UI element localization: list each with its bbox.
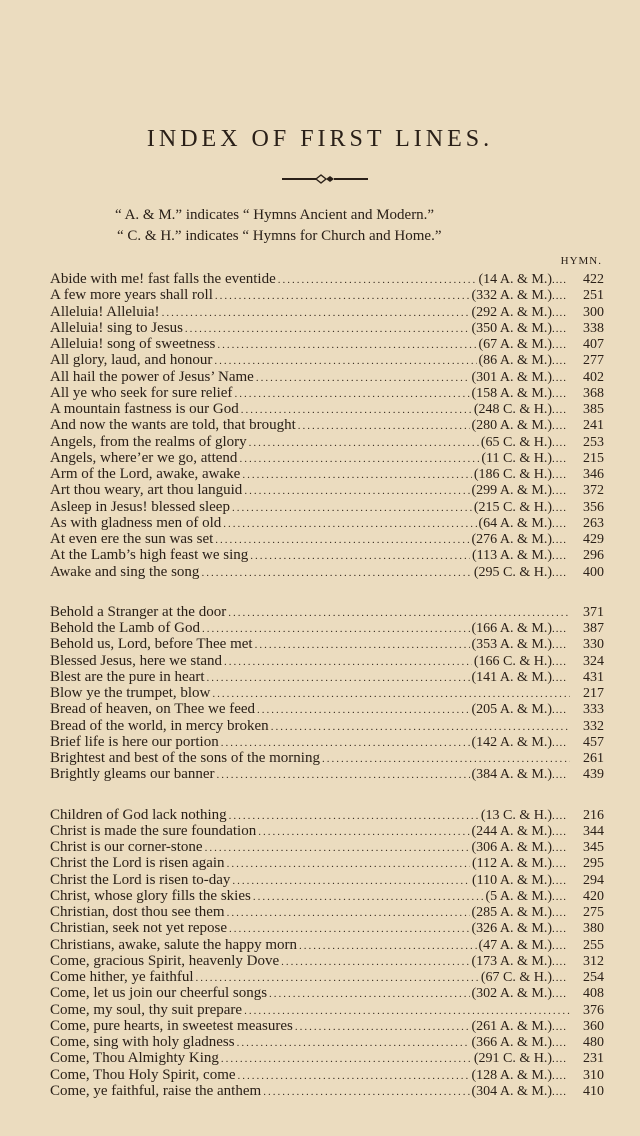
dot-leader — [552, 435, 572, 450]
dot-leader — [263, 1084, 469, 1099]
hymnal-reference: (306 A. & M.) — [471, 840, 552, 855]
dot-leader — [298, 418, 470, 433]
first-line-text: All glory, laud, and honour — [50, 352, 213, 369]
dot-leader — [217, 767, 470, 782]
index-entry — [50, 401, 604, 417]
index-entry — [50, 807, 604, 823]
hymn-number: 422 — [583, 272, 604, 287]
index-entry — [50, 304, 604, 320]
hymn-number: 254 — [583, 970, 604, 985]
hymnal-reference: (280 A. & M.) — [471, 418, 552, 434]
first-line-text: Blow ye the trumpet, blow — [50, 685, 211, 701]
dot-leader — [239, 451, 479, 466]
dot-leader — [295, 1019, 470, 1034]
first-line-text: Come hither, ye faithful — [50, 969, 194, 985]
dot-leader — [552, 735, 572, 750]
dot-leader — [552, 840, 572, 855]
index-entry — [50, 531, 604, 547]
first-line-text: Come, sing with holy gladness — [50, 1034, 235, 1050]
dot-leader — [552, 670, 572, 685]
index-entry — [50, 434, 604, 450]
first-line-text: Angels, from the realms of glory — [50, 433, 247, 450]
dot-leader — [552, 954, 572, 969]
hymn-number: 345 — [583, 840, 604, 855]
dot-leader — [249, 435, 479, 450]
dot-leader — [552, 1019, 572, 1034]
hymn-number: 217 — [583, 686, 604, 701]
hymn-number: 380 — [583, 921, 604, 937]
hymn-column-heading: HYMN. — [560, 255, 602, 267]
dot-leader — [281, 954, 469, 969]
dot-leader — [215, 532, 469, 547]
index-entry — [50, 385, 604, 401]
hymnal-reference: (186 C. & H.) — [473, 467, 552, 482]
index-entry — [50, 1083, 604, 1099]
abbreviation-notes — [0, 205, 640, 247]
hymnal-reference: (301 A. & M.) — [471, 369, 552, 385]
dot-leader — [227, 905, 470, 920]
index-entry — [50, 685, 604, 701]
dot-leader — [552, 451, 572, 466]
hymn-number: 408 — [583, 986, 604, 1002]
first-line-text: Behold us, Lord, before Thee met — [50, 636, 253, 653]
first-line-text: Alleluia! Alleluia! — [50, 303, 160, 320]
dot-leader — [201, 565, 471, 580]
hymnal-reference: (47 A. & M.) — [478, 937, 552, 953]
hymn-number: 300 — [583, 304, 604, 320]
dot-leader — [258, 824, 469, 839]
hymn-number: 251 — [583, 288, 604, 304]
first-line-text: Come, ye faithful, raise the anthem — [50, 1082, 262, 1099]
hymn-number: 410 — [583, 1083, 604, 1099]
page-title: INDEX OF FIRST LINES. — [146, 126, 494, 152]
section-gap — [50, 580, 604, 604]
dot-leader — [552, 337, 572, 352]
first-line-text: Christ the Lord is risen to-day — [50, 871, 231, 888]
dot-leader — [552, 1035, 572, 1050]
hymnal-reference: (113 A. & M.) — [472, 548, 552, 564]
hymnal-reference: (11 C. & H.) — [481, 450, 552, 466]
dot-leader — [238, 1068, 470, 1083]
index-entry — [50, 564, 604, 580]
dot-leader — [299, 938, 476, 953]
index-entry — [50, 985, 604, 1001]
index-entry — [50, 1018, 604, 1034]
hymnal-reference: (173 A. & M.) — [471, 953, 552, 969]
dot-leader — [552, 637, 572, 652]
hymnal-reference: (332 A. & M.) — [471, 288, 552, 304]
first-line-text: As with gladness men of old — [50, 514, 222, 531]
hymn-number: 333 — [583, 702, 604, 718]
dot-leader — [207, 670, 470, 685]
first-line-text: Behold a Stranger at the door — [50, 603, 227, 620]
index-entry — [50, 352, 604, 368]
dot-leader — [244, 1003, 570, 1018]
index-entry — [50, 855, 604, 871]
index-entry — [50, 1002, 604, 1018]
hymnal-reference: (142 A. & M.) — [471, 734, 552, 750]
hymnal-reference: (276 A. & M.) — [471, 532, 552, 547]
dot-leader — [552, 288, 572, 303]
index-entry — [50, 482, 604, 498]
hymn-number: 310 — [583, 1067, 604, 1083]
hymn-number: 360 — [583, 1018, 604, 1034]
first-line-text: Alleluia! sing to Jesus — [50, 319, 183, 336]
hymnal-reference: (128 A. & M.) — [471, 1067, 552, 1083]
index-entry — [50, 466, 604, 482]
dot-leader — [196, 970, 479, 985]
dot-leader — [552, 565, 572, 580]
dot-leader — [552, 272, 572, 287]
hymn-number: 407 — [583, 337, 604, 352]
first-lines-list — [50, 271, 604, 1099]
dot-leader — [221, 735, 470, 750]
index-entry — [50, 320, 604, 336]
index-entry — [50, 547, 604, 563]
hymn-number: 400 — [583, 564, 604, 580]
hymn-number: 368 — [583, 385, 604, 401]
index-entry — [50, 620, 604, 636]
dot-leader — [162, 305, 470, 320]
dot-leader — [241, 402, 472, 417]
dot-leader — [224, 654, 472, 669]
hymn-number: 346 — [583, 467, 604, 482]
dot-leader — [215, 288, 470, 303]
dot-leader — [552, 889, 572, 904]
dot-leader — [237, 1035, 470, 1050]
first-line-text: Awake and sing the song — [50, 563, 200, 580]
first-line-text: Christian, seek not yet repose — [50, 920, 228, 937]
first-line-text: Brightest and best of the sons of the morning — [50, 750, 320, 766]
hymnal-reference: (302 A. & M.) — [471, 986, 552, 1002]
hymnal-reference: (244 A. & M.) — [471, 823, 552, 839]
hymn-number: 457 — [583, 734, 604, 750]
first-line-text: Come, pure hearts, in sweetest measures — [50, 1017, 293, 1034]
dot-leader — [253, 889, 484, 904]
first-line-text: All ye who seek for sure relief — [50, 384, 233, 401]
index-entry — [50, 1067, 604, 1083]
first-line-text: Art thou weary, art thou languid — [50, 482, 243, 499]
index-entry — [50, 499, 604, 515]
dot-leader — [552, 938, 572, 953]
dot-leader — [217, 337, 476, 352]
index-entry — [50, 888, 604, 904]
index-entry — [50, 920, 604, 936]
dot-leader — [250, 548, 470, 563]
first-line-text: A few more years shall roll — [50, 287, 213, 304]
dot-leader — [255, 637, 470, 652]
first-line-text: Brightly gleams our banner — [50, 766, 215, 783]
dot-leader — [232, 500, 472, 515]
dot-leader — [552, 921, 572, 936]
first-line-text: All hail the power of Jesus’ Name — [50, 368, 254, 385]
first-line-text: Asleep in Jesus! blessed sleep — [50, 498, 230, 515]
index-entry — [50, 450, 604, 466]
hymn-number: 338 — [583, 320, 604, 336]
hymnal-reference: (291 C. & H.) — [473, 1051, 552, 1067]
dot-leader — [552, 1084, 572, 1099]
dot-leader — [229, 808, 479, 823]
hymn-number: 312 — [583, 953, 604, 969]
first-line-text: Alleluia! song of sweetness — [50, 336, 216, 352]
hymnal-reference: (261 A. & M.) — [471, 1018, 552, 1034]
hymnal-reference: (248 C. & H.) — [473, 402, 552, 417]
dot-leader — [269, 986, 469, 1001]
dot-leader — [257, 702, 469, 717]
dot-leader — [552, 970, 572, 985]
hymn-number: 296 — [583, 548, 604, 564]
index-entry — [50, 823, 604, 839]
hymnal-reference: (67 C. & H.) — [480, 970, 552, 985]
dot-leader — [552, 548, 572, 563]
dot-leader — [552, 654, 572, 669]
hymn-number: 215 — [583, 450, 604, 466]
abbreviation-note: “ A. & M.” indicates “ Hymns Ancient and Modern.” — [115, 207, 435, 223]
first-line-text: Come, let us join our cheerful songs — [50, 985, 268, 1002]
dot-leader — [232, 873, 470, 888]
dot-leader — [212, 686, 570, 701]
first-line-text: Come, my soul, thy suit prepare — [50, 1001, 243, 1018]
dot-leader — [552, 767, 572, 782]
index-entry — [50, 604, 604, 620]
hymnal-reference: (326 A. & M.) — [471, 921, 552, 937]
hymnal-reference: (350 A. & M.) — [471, 320, 552, 336]
hymn-number: 344 — [583, 823, 604, 839]
hymn-number: 295 — [583, 856, 604, 872]
index-entry — [50, 734, 604, 750]
dot-leader — [221, 1051, 472, 1066]
hymnal-reference: (215 C. & H.) — [473, 499, 552, 515]
first-line-text: And now the wants are told, that brought — [50, 417, 296, 434]
hymn-number: 253 — [583, 434, 604, 450]
index-entry — [50, 287, 604, 303]
hymn-number: 261 — [583, 751, 604, 766]
hymn-number: 330 — [583, 637, 604, 653]
first-line-text: Brief life is here our portion — [50, 733, 219, 750]
hymn-number: 387 — [583, 621, 604, 636]
dot-leader — [278, 272, 477, 287]
hymnal-reference: (13 C. & H.) — [480, 807, 552, 823]
dot-leader — [256, 370, 470, 385]
hymn-number: 255 — [583, 937, 604, 953]
dot-leader — [234, 386, 469, 401]
hymnal-reference: (285 A. & M.) — [471, 905, 552, 920]
dot-leader — [552, 500, 572, 515]
ornament-rule-icon — [282, 172, 368, 186]
dot-leader — [552, 986, 572, 1001]
index-entry — [50, 336, 604, 352]
dot-leader — [185, 321, 470, 336]
index-entry — [50, 969, 604, 985]
index-entry — [50, 417, 604, 433]
hymn-number: 429 — [583, 532, 604, 547]
hymn-number: 402 — [583, 369, 604, 385]
dot-leader — [228, 605, 570, 620]
index-entry — [50, 1034, 604, 1050]
hymn-number: 420 — [583, 888, 604, 904]
dot-leader — [552, 532, 572, 547]
dot-leader — [244, 483, 469, 498]
hymnal-reference: (366 A. & M.) — [471, 1035, 552, 1050]
first-line-text: Bread of heaven, on Thee we feed — [50, 701, 256, 718]
hymnal-reference: (67 A. & M.) — [478, 337, 552, 352]
dot-leader — [552, 353, 572, 368]
first-line-text: At even ere the sun was set — [50, 531, 214, 547]
hymnal-reference: (166 C. & H.) — [473, 653, 552, 669]
first-line-text: Come, Thou Holy Spirit, come — [50, 1066, 236, 1083]
hymnal-reference: (141 A. & M.) — [471, 669, 552, 685]
dot-leader — [322, 751, 570, 766]
first-line-text: A mountain fastness is our God — [50, 401, 239, 417]
dot-leader — [552, 305, 572, 320]
hymn-number: 241 — [583, 418, 604, 434]
hymn-number: 480 — [583, 1035, 604, 1050]
dot-leader — [552, 905, 572, 920]
dot-leader — [552, 873, 572, 888]
hymn-number: 332 — [583, 718, 604, 734]
hymn-number: 231 — [583, 1051, 604, 1067]
index-entry — [50, 636, 604, 652]
dot-leader — [552, 321, 572, 336]
hymn-number: 431 — [583, 669, 604, 685]
hymn-number: 439 — [583, 767, 604, 783]
first-line-text: Christ is made the sure foundation — [50, 822, 257, 839]
hymn-number: 263 — [583, 515, 604, 531]
index-entry — [50, 369, 604, 385]
dot-leader — [223, 516, 476, 531]
first-line-text: Christ, whose glory fills the skies — [50, 887, 251, 904]
index-entry — [50, 904, 604, 920]
hymn-number: 275 — [583, 905, 604, 920]
first-line-text: Behold the Lamb of God — [50, 620, 200, 636]
dot-leader — [552, 1068, 572, 1083]
index-entry — [50, 839, 604, 855]
first-line-text: Blessed Jesus, here we stand — [50, 652, 223, 669]
hymn-number: 277 — [583, 353, 604, 369]
hymnal-reference: (158 A. & M.) — [471, 385, 552, 401]
hymnal-reference: (14 A. & M.) — [478, 272, 552, 287]
dot-leader — [205, 840, 470, 855]
section-gap — [50, 783, 604, 807]
dot-leader — [552, 483, 572, 498]
dot-leader — [552, 516, 572, 531]
dot-leader — [552, 418, 572, 433]
dot-leader — [552, 1051, 572, 1066]
index-entry — [50, 515, 604, 531]
hymnal-reference: (64 A. & M.) — [478, 515, 552, 531]
dot-leader — [552, 702, 572, 717]
dot-leader — [202, 621, 470, 636]
dot-leader — [552, 386, 572, 401]
hymn-number: 356 — [583, 499, 604, 515]
dot-leader — [552, 402, 572, 417]
dot-leader — [214, 353, 476, 368]
dot-leader — [552, 824, 572, 839]
hymnal-reference: (86 A. & M.) — [478, 353, 552, 369]
first-line-text: Christian, dost thou see them — [50, 904, 225, 920]
index-entry — [50, 1050, 604, 1066]
first-line-text: Christians, awake, salute the happy morn — [50, 936, 298, 953]
first-line-text: Come, Thou Almighty King — [50, 1050, 219, 1067]
first-line-text: Blest are the pure in heart — [50, 668, 205, 685]
first-line-text: Children of God lack nothing — [50, 806, 227, 823]
hymnal-reference: (65 C. & H.) — [480, 434, 552, 450]
index-entry — [50, 718, 604, 734]
dot-leader — [552, 370, 572, 385]
hymn-number: 324 — [583, 653, 604, 669]
hymnal-reference: (112 A. & M.) — [472, 856, 552, 872]
dot-leader — [552, 621, 572, 636]
dot-leader — [242, 467, 471, 482]
hymnal-reference: (295 C. & H.) — [473, 564, 552, 580]
first-line-text: Arm of the Lord, awake, awake — [50, 466, 241, 482]
hymn-number: 372 — [583, 483, 604, 499]
first-line-text: Christ the Lord is risen again — [50, 855, 225, 872]
index-entry — [50, 937, 604, 953]
dot-leader — [552, 856, 572, 871]
index-entry — [50, 701, 604, 717]
index-entry — [50, 653, 604, 669]
index-entry — [50, 766, 604, 782]
index-entry — [50, 271, 604, 287]
hymn-number: 376 — [583, 1002, 604, 1018]
index-entry — [50, 669, 604, 685]
hymn-number: 385 — [583, 402, 604, 417]
hymnal-reference: (304 A. & M.) — [471, 1083, 552, 1099]
index-entry — [50, 872, 604, 888]
hymnal-reference: (5 A. & M.) — [485, 888, 552, 904]
dot-leader — [229, 921, 469, 936]
dot-leader — [552, 467, 572, 482]
hymnal-reference: (299 A. & M.) — [471, 483, 552, 499]
hymnal-reference: (205 A. & M.) — [471, 702, 552, 718]
abbreviation-note: “ C. & H.” indicates “ Hymns for Church and Home.” — [117, 228, 442, 244]
first-line-text: Come, gracious Spirit, heavenly Dove — [50, 952, 280, 969]
hymnal-reference: (353 A. & M.) — [471, 637, 552, 653]
first-line-text: Christ is our corner-stone — [50, 839, 203, 855]
hymnal-reference: (110 A. & M.) — [472, 872, 552, 888]
index-entry — [50, 953, 604, 969]
hymn-number: 371 — [583, 604, 604, 620]
first-line-text: Angels, where’er we go, attend — [50, 449, 238, 466]
dot-leader — [227, 856, 470, 871]
dot-leader — [552, 808, 572, 823]
first-line-text: Bread of the world, in mercy broken — [50, 717, 269, 734]
dot-leader — [271, 719, 570, 734]
hymn-number: 294 — [583, 872, 604, 888]
hymnal-reference: (166 A. & M.) — [471, 621, 552, 636]
hymnal-reference: (292 A. & M.) — [471, 304, 552, 320]
hymn-number: 216 — [583, 807, 604, 823]
hymnal-reference: (384 A. & M.) — [471, 767, 552, 783]
first-line-text: Abide with me! fast falls the eventide — [50, 271, 276, 287]
first-line-text: At the Lamb’s high feast we sing — [50, 547, 249, 564]
index-entry — [50, 750, 604, 766]
